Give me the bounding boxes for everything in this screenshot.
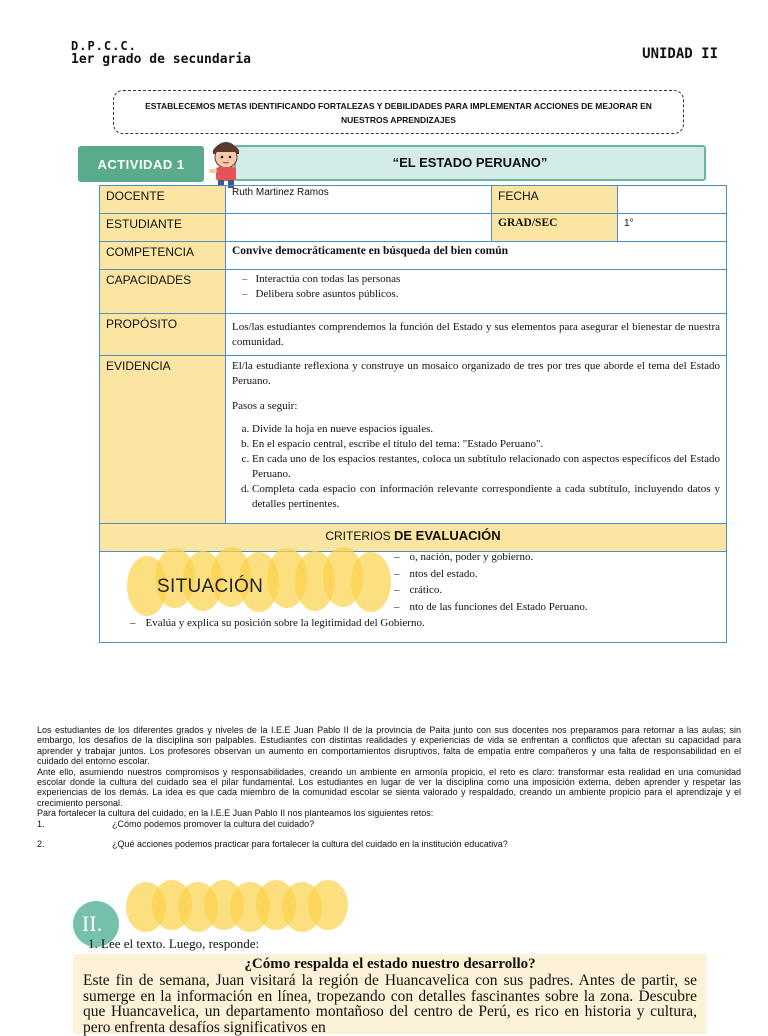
situacion-paragraph: Ante ello, asumiendo nuestros compromisos y responsabilidades, creando un ambiente en armonía propicio, el reto es claro: transformar esta realidad en una comunidad escolar donde la cultura del cuidado sea el pilar fundamental. Los estudiantes en lugar de ver la disciplina como una imposición externa, deben aprender y respetar las experiencias de los demás. La idea es que cada miembro de la comunidad escolar se sienta valorado y respaldado, creando un ambiente propicio para el aprendizaje y el crecimiento personal.: [37, 766, 741, 808]
question-number: 1.: [37, 818, 45, 829]
unit-label: UNIDAD II: [642, 46, 718, 62]
criterios-heading: CRITERIOS DE EVALUACIÓN: [100, 524, 727, 552]
evidencia-step: c. En cada uno de los espacios restantes, coloca un subtítulo relacionado con aspectos específicos del Estado Peruano.: [252, 452, 720, 482]
activity-title: “EL ESTADO PERUANO”: [234, 145, 706, 181]
question-number: 2.: [37, 839, 45, 850]
situacion-heading: SITUACIÓN: [157, 576, 264, 597]
evidencia-label: EVIDENCIA: [100, 356, 226, 524]
reading-instruction: 1. Lee el texto. Luego, responde:: [88, 936, 260, 951]
activity-tag: ACTIVIDAD 1: [78, 146, 204, 182]
question-text: ¿Qué acciones podemos practicar para fortalecer la cultura del cuidado en la institución educativa?: [112, 839, 508, 850]
criterio-item: – Evalúa y explica su posición sobre la legitimidad del Gobierno.: [130, 615, 726, 632]
capacidades-label: CAPACIDADES: [100, 270, 226, 314]
criterio-item: – ntos del estado.: [130, 566, 726, 583]
situacion-paragraph: Los estudiantes de los diferentes grados y niveles de la I.E.E Juan Pablo II de la provincia de Paita junto con sus docentes nos preparamos para retornar a las aulas; sin embargo, los desafíos de la disciplina son palpables. Estudiantes con distintas realidades y experiencias de vida se enfrentan a conflictos que afectan su capacidad para aprender y trabajar juntos. Los profesores observan un aumento en comportamientos disruptivos, falta de empatía entre compañeros y una falta de responsabilidad en el cuidado del entorno escolar.: [37, 725, 741, 767]
reading-body: Este fin de semana, Juan visitará la región de Huancavelica con sus padres. Antes de partir, se sumerge en la información en línea, tropezando con detalles fascinantes sobre la zona. Descubre que Huancavelica, un departamento montañoso del centro de Perú, es rico en historia y cultura, pero enfrenta desafíos significativos en: [83, 972, 697, 1036]
competencia-label: COMPETENCIA: [100, 242, 226, 270]
goal-banner: ESTABLECEMOS METAS IDENTIFICANDO FORTALEZAS Y DEBILIDADES PARA IMPLEMENTAR ACCIONES DE MEJORAR EN NUESTROS APRENDIZAJES: [113, 90, 684, 134]
docente-label: DOCENTE: [100, 186, 226, 214]
fecha-value[interactable]: [618, 186, 727, 214]
situacion-text: [37, 725, 741, 849]
evidencia-step: b. En el espacio central, escribe el título del tema: "Estado Peruano".: [252, 437, 720, 452]
estudiante-label: ESTUDIANTE: [100, 214, 226, 242]
capacidad-item: – Delibera sobre asuntos públicos.: [232, 287, 720, 302]
competencia-value: Convive democráticamente en búsqueda del bien común: [232, 245, 508, 257]
criterio-item: – crático.: [130, 582, 726, 599]
docente-value: Ruth Martinez Ramos: [226, 186, 492, 214]
evidencia-step: a. Divide la hoja en nueve espacios iguales.: [252, 422, 720, 437]
fecha-label: FECHA: [492, 186, 618, 214]
estudiante-value[interactable]: [226, 214, 492, 242]
situacion-paragraph: Para fortalecer la cultura del cuidado, en la I.E.E Juan Pablo II nos planteamos los siguientes retos:: [37, 808, 434, 819]
evidencia-steps-title: Pasos a seguir:: [232, 400, 298, 412]
criterio-item: – o, nación, poder y gobierno.: [130, 549, 726, 566]
student-cartoon-icon: [203, 136, 249, 190]
proposito-value: Los/las estudiantes comprendemos la función del Estado y sus elementos para asegurar el bienestar de nuestra comunidad.: [226, 314, 727, 356]
course-code: D.P.C.C.: [71, 39, 137, 53]
evidencia-step: d. Completa cada espacio con información relevante correspondiente a cada subtítulo, incluyendo datos y detalles pertinentes.: [252, 482, 720, 512]
activity-info-table: [99, 185, 727, 552]
capacidad-item: – Interactúa con todas las personas: [232, 272, 720, 287]
evidencia-intro: El/la estudiante reflexiona y construye un mosaico organizado de tres por tres que aborde el tema del Estado Peruano.: [232, 360, 720, 387]
reading-title: ¿Cómo respalda el estado nuestro desarrollo?: [244, 956, 536, 972]
evidencia-steps: [232, 422, 720, 512]
grade-label: 1er grado de secundaria: [71, 52, 252, 67]
gradsec-label: GRAD/SEC: [492, 214, 618, 242]
proposito-label: PROPÓSITO: [100, 314, 226, 356]
reading-box: [73, 954, 707, 1034]
criterio-item: – nto de las funciones del Estado Peruano.: [130, 599, 726, 616]
gradsec-value[interactable]: 1°: [618, 214, 727, 242]
section-numeral: II.: [73, 901, 119, 947]
question-text: ¿Cómo podemos promover la cultura del cuidado?: [112, 818, 315, 829]
